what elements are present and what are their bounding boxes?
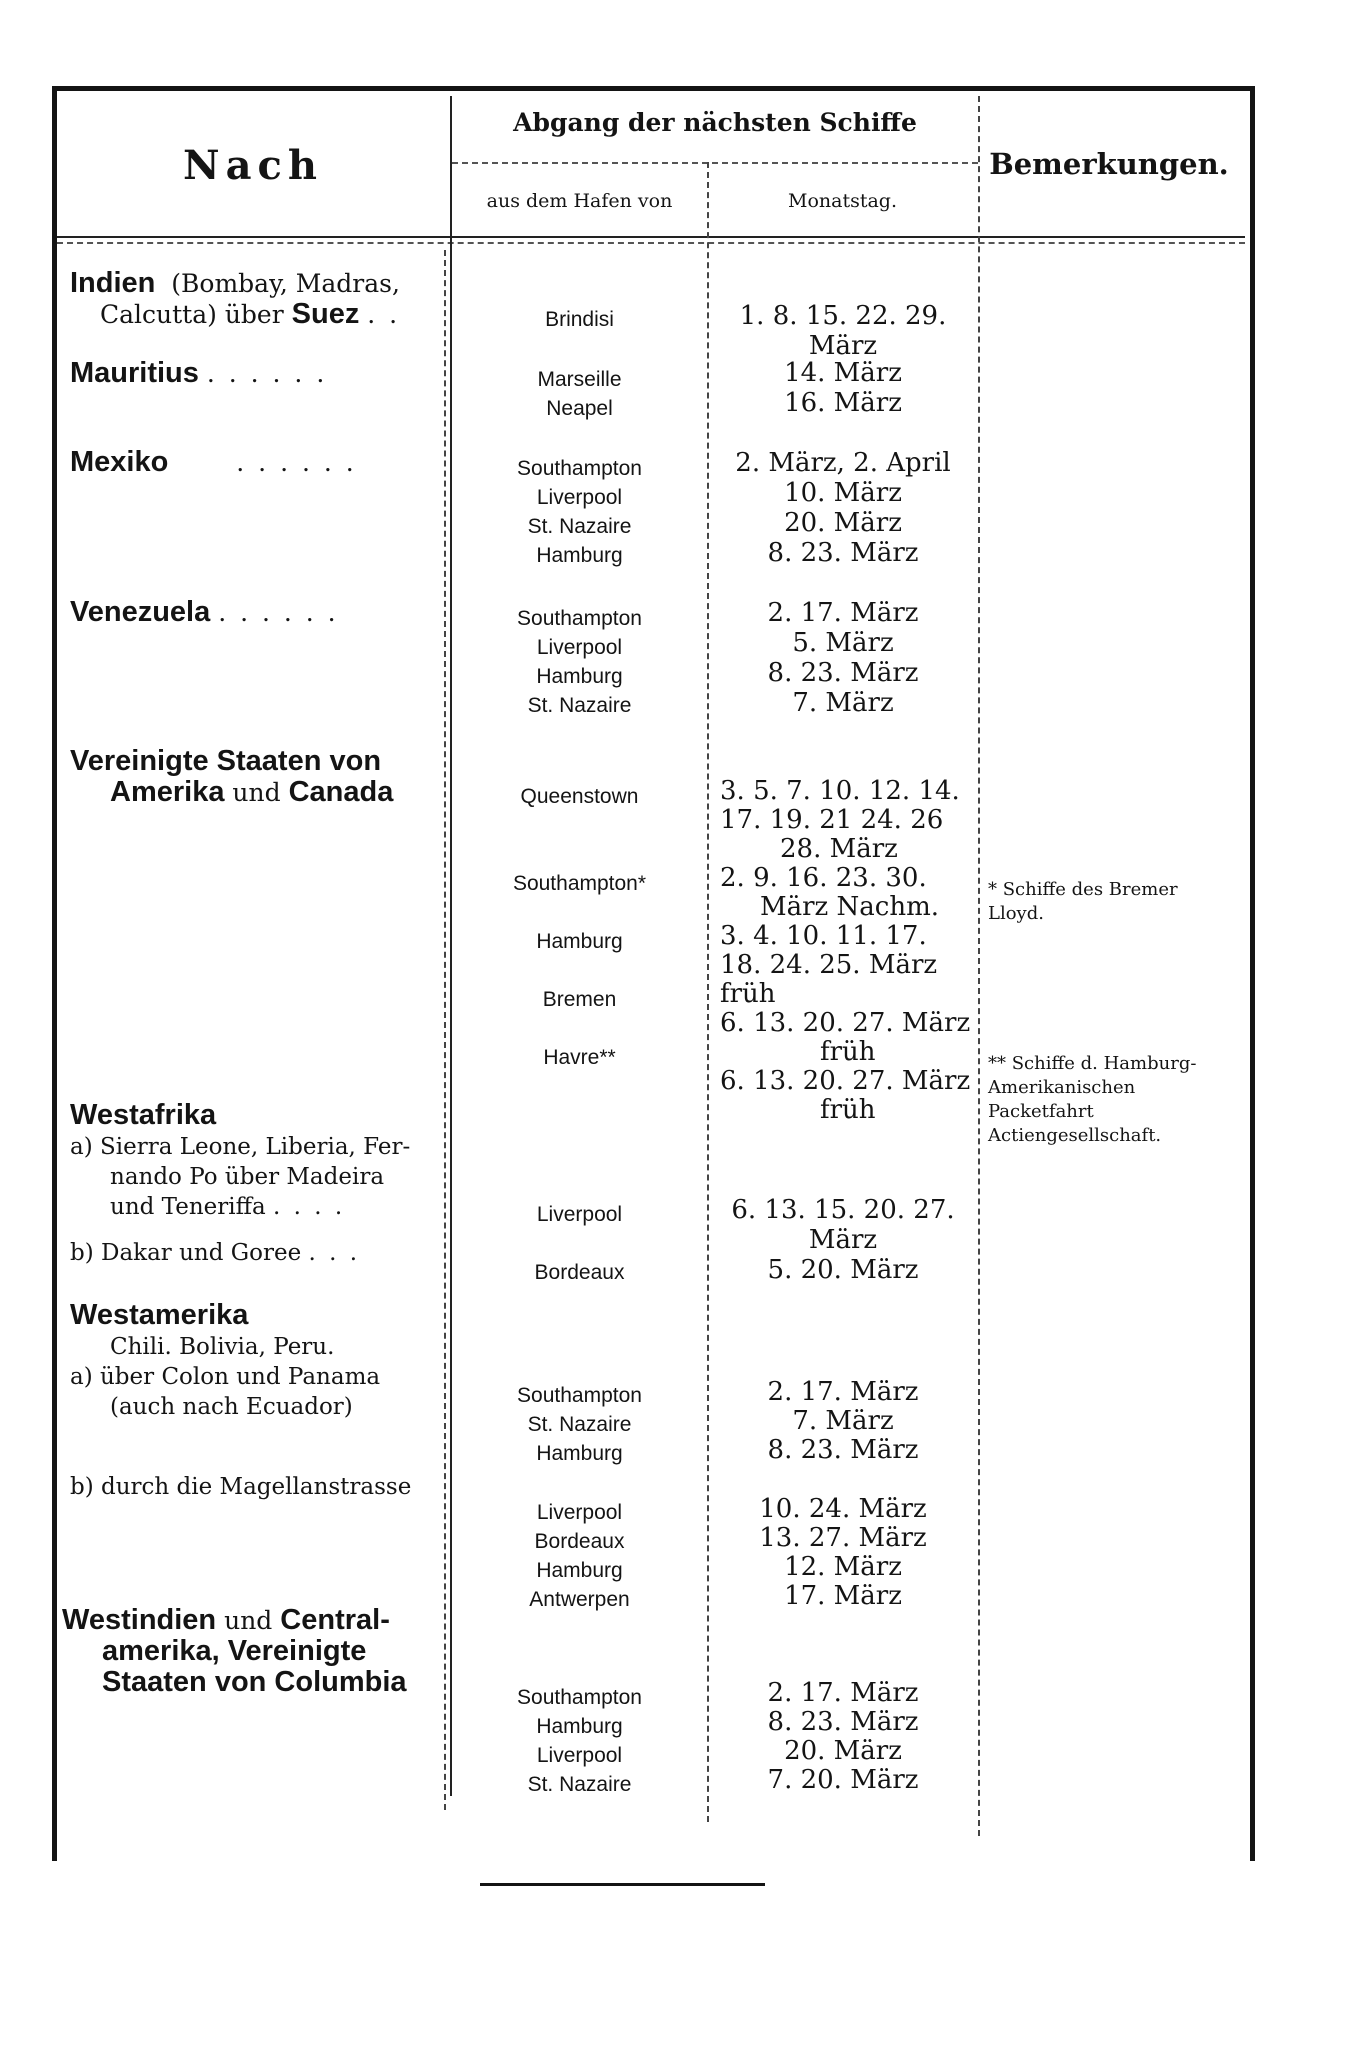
date-entry: 2. März, 2. April [735, 448, 951, 478]
port: Southampton [517, 1384, 642, 1407]
port: Antwerpen [529, 1588, 630, 1611]
date-list [712, 598, 974, 718]
dest-detail: Calcutta) über [100, 300, 284, 329]
dest-name: Westamerika [70, 1299, 249, 1331]
date-entry: 16. März [784, 388, 902, 418]
port: St. Nazaire [527, 1413, 632, 1436]
dest-conj: und [232, 778, 281, 807]
date-entry: 2. 17. März [767, 1377, 919, 1407]
date-entry: März [808, 1225, 878, 1255]
remark: * Schiffe des Bremer Lloyd. [988, 879, 1178, 924]
port: Marseille [537, 368, 622, 391]
sub-item-a-cont: nando Po über Madeira [110, 1164, 385, 1190]
sub-item-b: b) durch die Magellanstrasse [70, 1474, 412, 1500]
dest-name: Westindien [62, 1604, 217, 1636]
date-entry: 12. März [784, 1552, 902, 1582]
dest-detail: Chili. Bolivia, Peru. [110, 1334, 335, 1360]
port-list [452, 365, 707, 423]
port: Southampton [517, 457, 642, 480]
date-entry: 5. März [792, 628, 894, 658]
dest-name: amerika, Vereinigte [102, 1635, 367, 1667]
port: Hamburg [536, 1559, 623, 1582]
date-entry: 2. 9. 16. 23. 30. [720, 863, 927, 893]
leader-dots: . . [367, 300, 401, 329]
dest-conj: und [224, 1606, 273, 1635]
date-entry: 8. 23. März [767, 538, 919, 568]
dest-name: Mexiko [70, 446, 169, 478]
port: Bordeaux [534, 1530, 625, 1553]
port: Neapel [546, 397, 613, 420]
date-entry: 17. März [784, 1581, 902, 1611]
sub-item-a: a) Sierra Leone, Liberia, Fer- [70, 1134, 411, 1160]
port: Liverpool [536, 636, 623, 659]
col-divider-1b [444, 250, 446, 1810]
port: Havre** [543, 1046, 616, 1069]
date-entry: 7. März [792, 1406, 894, 1436]
date-entry: 3. 4. 10. 11. 17. [720, 921, 927, 951]
date-entry: 6. 13. 15. 20. 27. [731, 1195, 955, 1225]
port: Liverpool [536, 486, 623, 509]
dest-name: Staaten von Columbia [102, 1666, 407, 1698]
subheader-divider [452, 162, 978, 164]
dest-name: Central- [280, 1604, 390, 1636]
dest-mauritius [70, 358, 442, 389]
leader-dots: . . . . . . [206, 359, 328, 388]
date-entry: 2. 17. März [767, 598, 919, 628]
col-divider-2 [707, 162, 709, 1822]
port-list [452, 1200, 707, 1287]
port: Bordeaux [534, 1261, 625, 1284]
date-entry: 17. 19. 21 24. 26 [720, 805, 944, 835]
dest-venezuela [70, 597, 442, 628]
port-list [452, 604, 707, 720]
header-nach: Nach [183, 142, 323, 189]
port: Liverpool [536, 1501, 623, 1524]
port: Southampton [517, 1686, 642, 1709]
port: Queenstown [520, 785, 639, 808]
leader-dots: . . . . [272, 1194, 346, 1220]
date-list [712, 301, 974, 361]
date-entry: 3. 5. 7. 10. 12. 14. [720, 776, 960, 806]
port-list [452, 305, 707, 334]
dest-name: Westafrika [70, 1099, 217, 1131]
leader-dots: . . . [308, 1240, 361, 1266]
date-entry: 8. 23. März [767, 1707, 919, 1737]
date-entry: 13. 27. März [759, 1523, 927, 1553]
port: St. Nazaire [527, 515, 632, 538]
date-entry: 28. März [780, 834, 898, 864]
port: St. Nazaire [527, 1773, 632, 1796]
date-list [712, 358, 974, 418]
date-entry: früh [820, 1095, 876, 1125]
date-entry: 14. März [784, 358, 902, 388]
date-entry: 10. 24. März [759, 1494, 927, 1524]
port-list [452, 782, 707, 1072]
port-list [452, 1683, 707, 1799]
dest-detail: (Bombay, Madras, [171, 269, 400, 298]
port: Brindisi [545, 308, 614, 331]
header-abgang: Abgang der nächsten Schiffe [513, 108, 917, 137]
port: Hamburg [536, 665, 623, 688]
date-entry: früh [820, 1037, 876, 1067]
dest-name: Mauritius [70, 357, 199, 389]
port: Southampton* [512, 872, 647, 895]
date-list [712, 448, 974, 568]
date-list [712, 1679, 974, 1795]
port-list [452, 1381, 707, 1614]
port: Bremen [542, 988, 617, 1011]
sub-item-a-cont: (auch nach Ecuador) [110, 1394, 353, 1420]
port-list [452, 454, 707, 570]
date-entry: 7. 20. März [767, 1765, 919, 1795]
date-entry: 8. 23. März [767, 658, 919, 688]
date-list [712, 1378, 974, 1611]
header-divider-double [57, 242, 1245, 244]
dest-name: Indien [70, 267, 156, 299]
header-monatstag: Monatstag. [787, 190, 897, 212]
leader-dots: . . . . . . [236, 448, 357, 477]
header-bemerkungen: Bemerkungen. [989, 147, 1229, 181]
sub-item-b: b) Dakar und Goree [70, 1240, 302, 1266]
dest-name: Vereinigte Staaten von [70, 745, 382, 777]
dest-westindien [62, 1605, 434, 1698]
date-entry: 10. März [784, 478, 902, 508]
date-entry: 20. März [784, 1736, 902, 1766]
date-entry: März Nachm. [760, 892, 939, 922]
port: Hamburg [536, 544, 623, 567]
port: Hamburg [536, 1442, 623, 1465]
port: Southampton [517, 607, 642, 630]
dest-indien [70, 268, 442, 330]
dest-name: Suez [291, 298, 360, 330]
header-hafen: aus dem Hafen von [486, 190, 673, 212]
date-entry: 1. 8. 15. 22. 29. März [739, 301, 947, 361]
sub-item-a-cont: und Teneriffa [110, 1194, 266, 1220]
port: Hamburg [536, 1715, 623, 1738]
header-divider [57, 236, 1245, 238]
date-entry: 18. 24. 25. März früh [720, 950, 938, 1009]
dest-name: Venezuela [70, 596, 211, 628]
date-entry: 5. 20. März [767, 1255, 919, 1285]
port: Liverpool [536, 1744, 623, 1767]
date-list [712, 777, 982, 1125]
date-entry: 8. 23. März [767, 1435, 919, 1465]
dest-name: Amerika [110, 776, 225, 808]
port: St. Nazaire [527, 694, 632, 717]
date-entry: 6. 13. 20. 27. März [720, 1008, 971, 1038]
date-entry: 7. März [792, 688, 894, 718]
dest-mexiko [70, 447, 442, 478]
dest-westafrika [70, 1100, 442, 1268]
date-list [712, 1195, 974, 1285]
sub-item-a: a) über Colon und Panama [70, 1364, 381, 1390]
date-entry: 20. März [784, 508, 902, 538]
leader-dots: . . . . . . [218, 598, 339, 627]
date-entry: 2. 17. März [767, 1678, 919, 1708]
port: Hamburg [536, 930, 623, 953]
dest-westamerika [70, 1300, 442, 1502]
closing-rule [480, 1883, 765, 1886]
dest-usa-canada [70, 746, 442, 808]
port: Liverpool [536, 1203, 623, 1226]
remark: ** Schiffe d. Hamburg-Amerikanischen Packetfahrt Actiengesellschaft. [988, 1053, 1197, 1146]
dest-name: Canada [288, 776, 394, 808]
date-entry: 6. 13. 20. 27. März [720, 1066, 971, 1096]
